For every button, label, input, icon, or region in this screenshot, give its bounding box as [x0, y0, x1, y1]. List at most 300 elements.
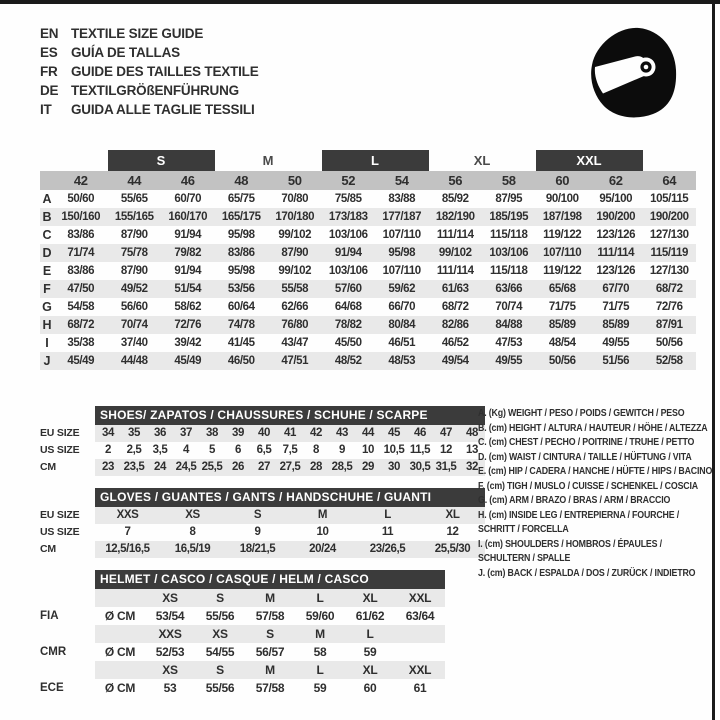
table-cell: 66/70	[388, 301, 416, 313]
table-cell: 155/165	[114, 211, 154, 223]
table-cell: 4	[183, 444, 189, 456]
column-header: 48	[234, 173, 249, 188]
table-row	[95, 541, 485, 558]
table-row	[40, 190, 696, 208]
spacer	[95, 589, 145, 607]
column-header: L	[316, 591, 324, 605]
table-cell: 29	[362, 461, 374, 473]
column-header: M	[315, 627, 325, 641]
row-label: EU SIZE	[40, 509, 80, 521]
legend-line: G. (cm) ARM / BRAZO / BRAS / ARM / BRACCIO	[478, 494, 671, 506]
table-cell: 52/58	[655, 355, 683, 367]
table-cell: 6	[235, 444, 241, 456]
column-header: XXL	[408, 663, 432, 677]
table-row	[95, 524, 485, 541]
table-cell: 16,5/19	[174, 543, 211, 555]
shoes-row-labels	[40, 406, 95, 476]
table-cell: 45/49	[174, 355, 202, 367]
table-cell: 190/200	[649, 211, 689, 223]
table-cell: 23/26,5	[369, 543, 406, 555]
table-cell: 10,5	[383, 444, 405, 456]
table-cell: 13	[466, 444, 478, 456]
standard-label: FIA	[40, 610, 59, 622]
table-cell: 115/118	[489, 265, 528, 277]
helmet-size-row	[95, 589, 445, 607]
column-header: XS	[212, 627, 228, 641]
table-row	[40, 244, 696, 262]
language-code: FR	[40, 64, 58, 79]
table-cell: 72/76	[655, 301, 683, 313]
table-cell: 49/54	[441, 355, 469, 367]
table-row	[40, 280, 696, 298]
diameter-label: Ø CM	[104, 609, 136, 623]
table-cell: 71/75	[602, 301, 630, 313]
column-header: S	[266, 627, 274, 641]
size-group-row	[40, 150, 696, 171]
column-header: L	[316, 663, 324, 677]
table-cell: 34	[102, 427, 114, 439]
table-cell: 12	[440, 444, 452, 456]
table-cell: 47	[440, 427, 452, 439]
title-text: TEXTILGRÖßENFÜHRUNG	[71, 83, 239, 98]
table-cell: XXS	[116, 509, 139, 521]
gloves-row-labels	[40, 488, 95, 558]
table-cell: 53/56	[227, 283, 255, 295]
shoes-rows	[95, 425, 485, 476]
legend-line: B. (cm) HEIGHT / ALTURA / HAUTEUR / HÖHE / ALTEZZA	[478, 421, 708, 434]
table-cell: 42	[310, 427, 322, 439]
table-cell: 2,5	[126, 444, 142, 456]
legend-line: F. (cm) TIGH / MUSLO / CUISSE / SCHENKEL / COSCIA	[478, 479, 698, 492]
table-cell: 127/130	[649, 265, 689, 277]
legend-line: H. (cm) INSIDE LEG / ENTREPIERNA / FOURCHE /	[478, 508, 680, 521]
legend-item	[478, 421, 712, 436]
table-cell: 111/114	[597, 247, 635, 259]
table-cell: 67/70	[602, 283, 630, 295]
table-cell: 70/74	[120, 319, 148, 331]
table-cell: S	[253, 509, 262, 521]
table-cell: 50/56	[548, 355, 576, 367]
helmet-rows	[95, 589, 445, 697]
helmet-size-row	[95, 625, 445, 643]
table-cell: 55/65	[120, 193, 148, 205]
table-cell: 6,5	[256, 444, 272, 456]
table-cell: 70/80	[281, 193, 309, 205]
table-cell: 165/175	[221, 211, 261, 223]
table-cell: 170/180	[275, 211, 315, 223]
table-cell: 43/47	[281, 337, 309, 349]
legend-line: E. (cm) HIP / CADERA / HANCHE / HÜFTE / HIPS / BACINO	[478, 465, 713, 477]
table-cell: 10	[316, 526, 329, 538]
table-cell: 54/55	[205, 645, 235, 659]
table-cell: 107/110	[382, 265, 421, 277]
diameter-label: Ø CM	[104, 681, 136, 695]
table-cell: 7,5	[282, 444, 298, 456]
table-cell: 58	[313, 645, 327, 659]
column-header: 60	[555, 173, 570, 188]
table-cell: 60	[363, 681, 377, 695]
legend-item	[478, 566, 712, 581]
table-cell: 95/98	[227, 265, 255, 277]
column-header: 44	[127, 173, 142, 188]
table-cell: 85/92	[441, 193, 469, 205]
column-header	[395, 625, 445, 643]
table-cell: 63/66	[495, 283, 523, 295]
row-label: I	[45, 336, 49, 350]
language-code: ES	[40, 45, 58, 60]
table-cell: 111/114	[436, 229, 474, 241]
top-page-border	[0, 0, 720, 4]
column-header: XL	[362, 663, 378, 677]
table-cell: 72/76	[174, 319, 202, 331]
table-cell: 76/80	[281, 319, 309, 331]
row-label: A	[42, 192, 52, 206]
table-cell: 41	[284, 427, 296, 439]
column-header: 46	[180, 173, 195, 188]
table-cell: 48	[466, 427, 478, 439]
table-cell: 78/82	[334, 319, 362, 331]
table-cell: XS	[185, 509, 200, 521]
spacer	[40, 171, 54, 190]
helmet-section-header: HELMET / CASCO / CASQUE / HELM / CASCO	[95, 570, 445, 589]
language-title-row	[40, 24, 259, 43]
size-group-label: S	[108, 150, 215, 171]
table-cell: 40	[258, 427, 270, 439]
table-cell: 103/106	[489, 247, 529, 259]
table-cell: 190/200	[596, 211, 636, 223]
legend-line: SCHULTERN / SPALLE	[478, 552, 571, 564]
table-cell: 8	[313, 444, 319, 456]
legend-item	[478, 493, 712, 508]
column-header: XS	[162, 663, 178, 677]
column-header: S	[216, 591, 224, 605]
table-cell: 59/62	[388, 283, 416, 295]
table-cell: 103/106	[328, 229, 368, 241]
table-cell: 68/72	[655, 283, 683, 295]
column-header: 42	[73, 173, 88, 188]
row-label: EU SIZE	[40, 427, 80, 439]
shoes-section-header: SHOES/ ZAPATOS / CHAUSSURES / SCHUHE / SCARPE	[95, 406, 485, 425]
table-cell: 80/84	[388, 319, 416, 331]
table-cell: 65/75	[227, 193, 255, 205]
table-cell: 111/114	[436, 265, 474, 277]
table-cell: 9	[339, 444, 345, 456]
table-row	[40, 334, 696, 352]
language-title-list	[40, 24, 259, 119]
table-cell: 18/21,5	[239, 543, 276, 555]
table-cell: 24,5	[175, 461, 197, 473]
table-cell: 47/53	[495, 337, 523, 349]
table-cell: 84/88	[495, 319, 523, 331]
table-cell: 44/48	[120, 355, 148, 367]
table-cell: 95/98	[388, 247, 416, 259]
column-header: 62	[608, 173, 623, 188]
table-cell: 5	[209, 444, 215, 456]
table-cell: 87/90	[120, 265, 148, 277]
table-cell: 61/63	[441, 283, 469, 295]
table-row	[95, 442, 485, 459]
table-cell: 160/170	[168, 211, 208, 223]
column-header: 56	[448, 173, 463, 188]
table-cell: 173/183	[328, 211, 368, 223]
table-row	[40, 298, 696, 316]
column-header: M	[265, 591, 275, 605]
measurement-legend	[478, 406, 712, 580]
table-cell: 87/90	[281, 247, 309, 259]
table-row	[95, 425, 485, 442]
title-text: GUÍA DE TALLAS	[71, 45, 180, 60]
table-cell: 23,5	[123, 461, 145, 473]
column-header: 50	[287, 173, 302, 188]
table-cell: 83/86	[227, 247, 255, 259]
legend-line: I. (cm) SHOULDERS / HOMBROS / ÉPAULES /	[478, 537, 662, 550]
helmet-standard-labels	[40, 570, 95, 697]
language-code: DE	[40, 83, 59, 98]
column-header: 64	[662, 173, 677, 188]
row-label: F	[43, 282, 51, 296]
language-code: IT	[40, 102, 52, 117]
table-cell: 43	[336, 427, 348, 439]
helmet-icon	[584, 24, 680, 124]
table-cell: 28,5	[331, 461, 353, 473]
column-header: 58	[501, 173, 516, 188]
table-cell: 71/74	[67, 247, 95, 259]
row-label: D	[42, 246, 52, 260]
table-cell: 87/95	[495, 193, 523, 205]
table-cell: 71/75	[548, 301, 576, 313]
table-cell: 11	[381, 526, 394, 538]
table-cell: 24	[154, 461, 166, 473]
table-cell: 2	[105, 444, 111, 456]
table-cell: 45/49	[67, 355, 95, 367]
table-cell: 47/51	[281, 355, 309, 367]
table-cell: 87/91	[655, 319, 683, 331]
title-text: GUIDE DES TAILLES TEXTILE	[71, 64, 259, 79]
table-cell: 37	[180, 427, 192, 439]
gloves-section-header: GLOVES / GUANTES / GANTS / HANDSCHUHE / GUANTI	[95, 488, 485, 507]
legend-item	[478, 537, 712, 566]
row-label: CM	[40, 461, 56, 473]
right-page-border	[712, 0, 715, 720]
table-cell: 39/42	[174, 337, 202, 349]
legend-line: D. (cm) WAIST / CINTURA / TAILLE / HÜFTUNG / VITA	[478, 450, 692, 463]
table-cell: 75/78	[120, 247, 148, 259]
row-label: B	[42, 210, 52, 224]
table-cell: 51/56	[602, 355, 630, 367]
table-cell: 55/56	[205, 609, 235, 623]
main-size-table	[40, 150, 696, 370]
table-cell: 85/89	[548, 319, 576, 331]
row-label: J	[43, 354, 51, 368]
table-cell: 59	[363, 645, 377, 659]
gloves-section	[40, 488, 485, 558]
table-cell: 107/110	[543, 247, 582, 259]
table-cell: 119/122	[543, 265, 582, 277]
table-cell: 36	[154, 427, 166, 439]
table-cell: 79/82	[174, 247, 202, 259]
table-cell: 30	[388, 461, 400, 473]
table-cell: 87/90	[120, 229, 148, 241]
spacer	[40, 150, 108, 171]
table-cell: 127/130	[649, 229, 689, 241]
column-header: 52	[341, 173, 356, 188]
table-cell: M	[317, 509, 328, 521]
table-cell: 54/58	[67, 301, 95, 313]
table-cell: 48/53	[388, 355, 416, 367]
title-text: TEXTILE SIZE GUIDE	[71, 26, 204, 41]
table-row	[40, 316, 696, 334]
spacer	[40, 625, 95, 643]
table-cell: 59/60	[305, 609, 335, 623]
language-title-row	[40, 43, 259, 62]
table-cell: 48/52	[334, 355, 362, 367]
table-cell: 8	[189, 526, 196, 538]
table-cell: 47/50	[67, 283, 95, 295]
table-cell: 75/85	[334, 193, 362, 205]
language-title-row	[40, 62, 259, 81]
table-cell: 28	[310, 461, 322, 473]
table-cell: 46/51	[388, 337, 416, 349]
standard-label: CMR	[40, 646, 67, 658]
language-code: EN	[40, 26, 59, 41]
table-cell: 30,5	[409, 461, 431, 473]
table-cell: 12,5/16,5	[105, 543, 150, 555]
table-cell: 37/40	[120, 337, 148, 349]
table-cell: 35/38	[67, 337, 95, 349]
table-cell: 45	[388, 427, 400, 439]
table-cell: 23	[102, 461, 114, 473]
table-cell: 58/62	[174, 301, 202, 313]
row-label: US SIZE	[40, 526, 80, 538]
column-header: XL	[362, 591, 378, 605]
legend-item	[478, 435, 712, 450]
language-title-row	[40, 100, 259, 119]
table-cell: 10	[362, 444, 374, 456]
table-cell: 27,5	[279, 461, 301, 473]
legend-line: C. (cm) CHEST / PECHO / POITRINE / TRUHE / PETTO	[478, 436, 695, 448]
title-text: GUIDA ALLE TAGLIE TESSILI	[71, 102, 255, 117]
table-cell: 12	[446, 526, 459, 538]
table-cell: 46/52	[441, 337, 469, 349]
table-cell: 123/126	[596, 265, 636, 277]
table-cell: 45/50	[334, 337, 362, 349]
table-cell: 68/72	[67, 319, 95, 331]
table-cell: 83/86	[67, 229, 95, 241]
table-cell: 41/45	[227, 337, 255, 349]
shoes-section	[40, 406, 485, 476]
table-cell: XL	[445, 509, 460, 521]
table-cell: 35	[128, 427, 140, 439]
table-cell: 123/126	[596, 229, 636, 241]
table-row	[40, 226, 696, 244]
table-cell: 56/57	[255, 645, 285, 659]
table-cell: 91/94	[174, 229, 202, 241]
row-label: C	[42, 228, 52, 242]
language-title-row	[40, 81, 259, 100]
table-cell: 115/119	[650, 247, 688, 259]
table-cell: 39	[232, 427, 244, 439]
table-cell: 60/70	[174, 193, 202, 205]
table-cell: 46	[414, 427, 426, 439]
spacer	[40, 661, 95, 679]
table-cell: 32	[466, 461, 478, 473]
table-cell: 55/56	[205, 681, 235, 695]
table-cell: 26	[232, 461, 244, 473]
column-header: XS	[162, 591, 178, 605]
table-row	[40, 262, 696, 280]
table-cell: 187/198	[542, 211, 582, 223]
table-cell: 57/58	[255, 609, 285, 623]
table-cell: 90/100	[545, 193, 579, 205]
table-cell: 49/55	[602, 337, 630, 349]
helmet-value-row	[95, 607, 445, 625]
table-cell: 53	[163, 681, 177, 695]
table-cell: 53/54	[155, 609, 185, 623]
size-group-label: XL	[473, 153, 491, 168]
table-row	[40, 352, 696, 370]
table-cell: 82/86	[441, 319, 469, 331]
size-group-label: L	[322, 150, 429, 171]
table-cell: 74/78	[227, 319, 255, 331]
helmet-value-row	[95, 643, 445, 661]
row-label: G	[42, 300, 52, 314]
table-cell: 177/187	[382, 211, 422, 223]
helmet-section	[40, 570, 445, 697]
table-cell: 64/68	[334, 301, 362, 313]
table-cell: 31,5	[435, 461, 457, 473]
table-cell: 99/102	[278, 265, 312, 277]
legend-item	[478, 450, 712, 465]
table-cell: 91/94	[174, 265, 202, 277]
gloves-rows	[95, 507, 485, 558]
size-group-label: M	[262, 153, 274, 168]
table-cell: 119/122	[543, 229, 582, 241]
table-cell: 25,5/30	[434, 543, 471, 555]
diameter-label: Ø CM	[104, 645, 136, 659]
column-header: 54	[394, 173, 409, 188]
legend-item	[478, 479, 712, 494]
table-cell: 60/64	[227, 301, 255, 313]
column-header: XXL	[408, 591, 432, 605]
helmet-size-row	[95, 661, 445, 679]
table-cell: 3,5	[152, 444, 168, 456]
column-header: M	[265, 663, 275, 677]
spacer	[40, 589, 95, 607]
table-cell: 51/54	[174, 283, 202, 295]
row-label: E	[42, 264, 52, 278]
column-header: XXS	[158, 627, 182, 641]
table-cell: 103/106	[328, 265, 368, 277]
table-cell: 11,5	[409, 444, 431, 456]
table-cell: 52/53	[155, 645, 185, 659]
table-cell: 20/24	[309, 543, 336, 555]
table-cell: 83/88	[388, 193, 416, 205]
table-cell: 65/68	[548, 283, 576, 295]
table-row	[40, 208, 696, 226]
table-cell: 49/55	[495, 355, 523, 367]
column-header: L	[366, 627, 374, 641]
table-cell: 61/62	[355, 609, 385, 623]
table-cell: 48/54	[548, 337, 576, 349]
table-cell: 99/102	[438, 247, 472, 259]
table-cell: 182/190	[435, 211, 475, 223]
table-cell: 62/66	[281, 301, 309, 313]
row-label: US SIZE	[40, 444, 80, 456]
table-cell: L	[384, 509, 391, 521]
table-cell: 61	[413, 681, 427, 695]
table-cell: 7	[124, 526, 131, 538]
legend-item	[478, 464, 712, 479]
